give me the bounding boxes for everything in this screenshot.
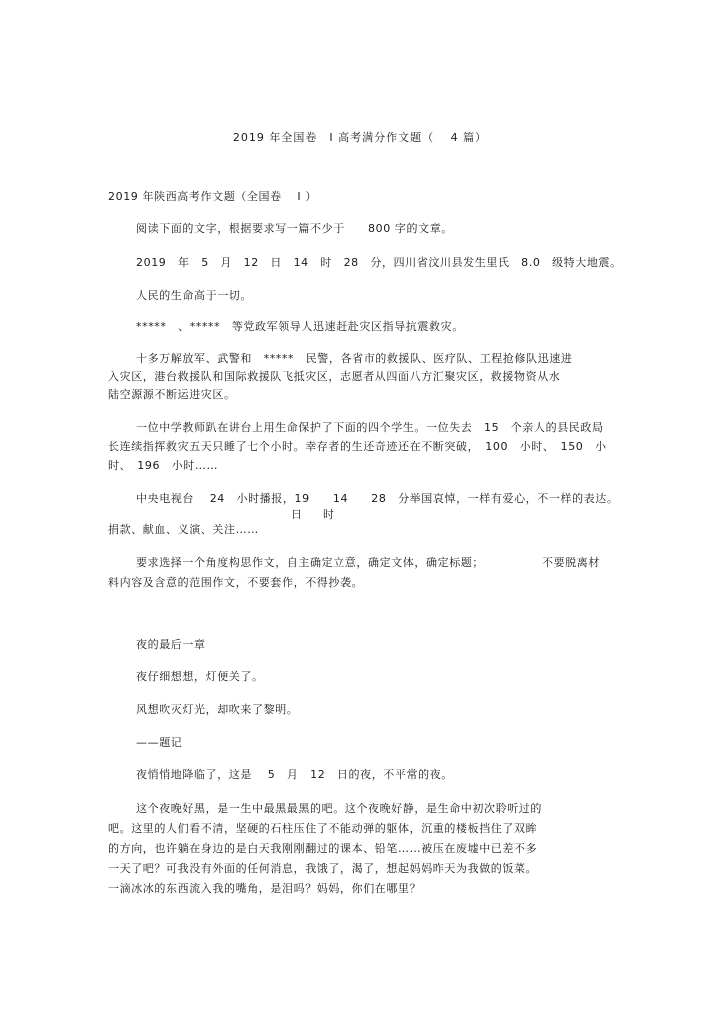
prompt-leaders: ***** 、***** 等党政军领导人迅速赶赴灾区指导抗震救灾。	[136, 320, 464, 333]
essay-paragraph-1: 夜悄悄地降临了，这是 5 月 12 日的夜，不平常的夜。	[136, 768, 453, 781]
prompt-motto: 人民的生命高于一切。	[136, 289, 252, 302]
prompt-intro: 阅读下面的文字，根据要求写一篇不少于 800 字的文章。	[136, 222, 453, 235]
prompt-rescue-line: 十多万解放军、武警和 ***** 民警，各省市的救援队、医疗队、工程抢修队迅速进	[136, 352, 573, 365]
prompt-rescue-line: 陆空源源不断运进灾区。	[108, 388, 236, 401]
document-title: 2019 年全国卷 I 高考满分作文题（ 4 篇）	[232, 131, 488, 144]
essay-paragraph-line: 的方向，也许躺在身边的是白天我刚刚翻过的课本、铅笔……被压在废墟中已差不多	[108, 842, 538, 855]
prompt-teacher-line: 一位中学教师趴在讲台上用生命保护了下面的四个学生。一位失去 15 个亲人的县民政局	[136, 421, 604, 434]
prompt-rescue-line: 入灾区，港台救援队和国际救援队飞抵灾区，志愿者从四面八方汇聚灾区，救援物资从水	[108, 370, 561, 383]
prompt-requirement-line2: 料内容及含意的范围作文，不要套作，不得抄袭。	[108, 576, 364, 589]
prompt-teacher-line: 时、 196 小时……	[108, 459, 219, 472]
prompt-cctv-day: 日	[291, 508, 303, 521]
essay-epigraph-note: ——题记	[136, 736, 183, 749]
section-title: 2019 年陕西高考作文题（全国卷 I ）	[108, 190, 317, 203]
prompt-cctv-line: 中央电视台 24 小时播报，19 14 28 分举国哀悼，一样有爱心，不一样的表达。	[136, 492, 619, 505]
essay-paragraph-line: 吧。这里的人们看不清，坚硬的石柱压住了不能动弹的躯体，沉重的楼板挡住了双眸	[108, 822, 538, 835]
essay-paragraph-line: 一天了吧？可我没有外面的任何消息，我饿了，渴了，想起妈妈昨天为我做的饭菜。	[108, 862, 538, 875]
essay-paragraph-line: 这个夜晚好黑，是一生中最黑最黑的吧。这个夜晚好静，是生命中初次聆听过的	[136, 802, 542, 815]
prompt-requirement: 要求选择一个角度构思作文，自主确定立意，确定文体，确定标题；	[136, 556, 484, 569]
prompt-event: 2019 年 5 月 12 日 14 时 28 分，四川省汶川县发生里氏 8.0 级特大地震。	[136, 256, 622, 269]
prompt-cctv-line2: 捐款、献血、义演、关注……	[108, 523, 259, 536]
essay-epigraph-1: 夜仔细想想，灯便关了。	[136, 670, 264, 683]
essay-title: 夜的最后一章	[136, 638, 206, 651]
prompt-teacher-line: 长连续指挥救灾五天只睡了七个小时。幸存者的生还奇迹还在不断突破， 100 小时、 150 小	[108, 440, 607, 453]
prompt-requirement-right: 不要脱离材	[542, 556, 600, 569]
essay-epigraph-2: 风想吹灭灯光，却吹来了黎明。	[136, 703, 299, 716]
essay-paragraph-line: 一滴冰冰的东西流入我的嘴角，是泪吗？妈妈，你们在哪里？	[108, 882, 422, 895]
prompt-cctv-hour: 时	[323, 508, 335, 521]
